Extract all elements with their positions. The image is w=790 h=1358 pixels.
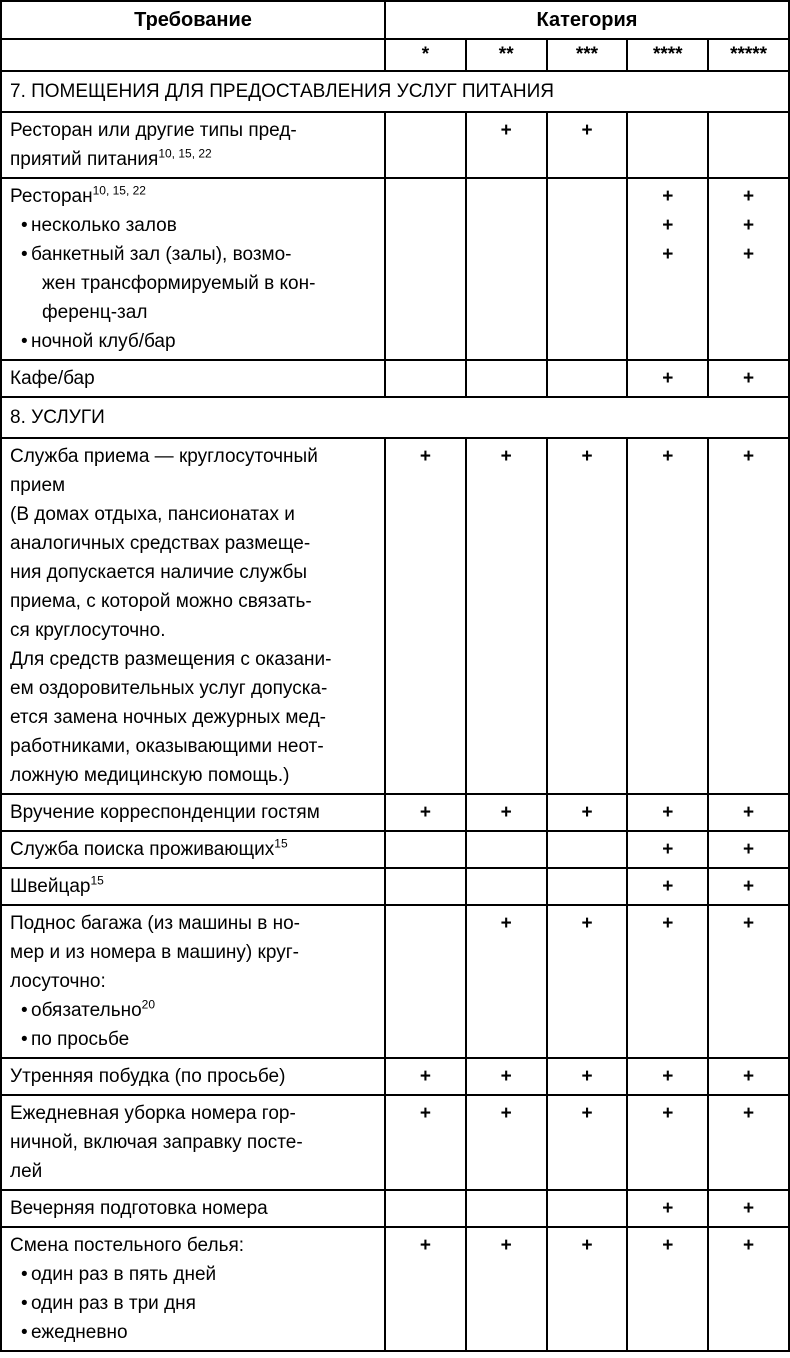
plus-mark-slot: + — [743, 1066, 755, 1087]
requirement-text: один раз в три дня — [31, 1293, 196, 1314]
requirement-text: несколько залов — [31, 215, 177, 236]
plus-mark-slot: + — [662, 876, 674, 897]
requirement-line — [10, 1231, 376, 1260]
requirement-line — [10, 182, 376, 211]
requirement-cell — [2, 832, 386, 867]
bullet-icon: • — [21, 215, 28, 236]
requirement-text: Для средств размещения с оказани- — [10, 649, 332, 670]
requirement-text: ночной клуб/бар — [31, 331, 176, 352]
table-header-row — [2, 2, 788, 40]
table-row — [2, 869, 788, 906]
plus-mark-slot: + — [419, 802, 431, 823]
table-row — [2, 1191, 788, 1228]
plus-mark-slot: + — [581, 120, 593, 141]
table-row — [2, 439, 788, 795]
requirement-text: ния допускается наличие службы — [10, 562, 308, 583]
requirement-text: Смена постельного белья: — [10, 1235, 245, 1256]
requirement-text: прием — [10, 475, 66, 496]
requirement-text: приятий питания — [10, 149, 159, 170]
requirement-text: Утренняя побудка (по просьбе) — [10, 1066, 286, 1087]
requirement-line — [10, 587, 376, 616]
category-mark-cell — [386, 795, 467, 830]
category-mark-cell — [628, 361, 709, 396]
bullet-list-line — [10, 1025, 376, 1054]
category-mark-cell — [628, 832, 709, 867]
bullet-list-line — [10, 240, 376, 269]
category-mark-cell — [386, 179, 467, 359]
requirement-text: обязательно — [31, 1000, 142, 1021]
plus-mark-slot: + — [662, 186, 674, 207]
plus-mark-slot: + — [662, 1103, 674, 1124]
requirement-cell — [2, 869, 386, 904]
requirement-text: Вручение корреспонденции гостям — [10, 802, 320, 823]
requirement-text: ется замена ночных дежурных мед- — [10, 707, 326, 728]
section-header-row — [2, 398, 788, 439]
plus-mark-slot: + — [581, 1066, 593, 1087]
empty-header-cell — [2, 40, 386, 70]
category-mark-cell — [548, 361, 629, 396]
requirement-text: работниками, оказывающими неот- — [10, 736, 324, 757]
category-mark-cell — [548, 1191, 629, 1226]
table-row — [2, 361, 788, 398]
footnote-reference: 10, 15, 22 — [92, 183, 146, 198]
plus-mark-slot: + — [662, 802, 674, 823]
category-mark-cell — [709, 1191, 788, 1226]
requirement-text: Кафе/бар — [10, 368, 95, 389]
category-mark-cell — [386, 869, 467, 904]
category-mark-cell — [467, 361, 548, 396]
requirement-text: ференц-зал — [42, 302, 148, 323]
table-row — [2, 795, 788, 832]
plus-mark-slot: + — [581, 1103, 593, 1124]
requirement-text: Швейцар — [10, 876, 91, 897]
category-mark-cell — [467, 906, 548, 1057]
requirement-text: ем оздоровительных услуг допуска- — [10, 678, 328, 699]
star-columns-header-row — [2, 40, 788, 72]
requirement-cell — [2, 1191, 386, 1226]
bullet-list-line — [10, 211, 376, 240]
plus-mark-slot: + — [743, 186, 755, 207]
requirement-line — [10, 145, 376, 174]
requirement-text: лей — [10, 1161, 43, 1182]
requirement-line — [10, 298, 376, 327]
bullet-icon: • — [21, 244, 28, 265]
requirement-line — [10, 1099, 376, 1128]
requirement-cell — [2, 1228, 386, 1350]
plus-mark-slot: + — [743, 1198, 755, 1219]
column-header-star-4: **** — [628, 40, 709, 70]
category-mark-cell — [628, 439, 709, 793]
requirement-line — [10, 872, 376, 901]
requirement-line — [10, 442, 376, 471]
category-mark-cell — [467, 1191, 548, 1226]
category-mark-cell — [709, 1096, 788, 1189]
plus-mark-slot: + — [581, 913, 593, 934]
column-header-star-5: ***** — [730, 44, 768, 65]
footnote-reference: 20 — [141, 997, 156, 1012]
category-mark-cell — [467, 1228, 548, 1350]
requirement-text: жен трансформируемый в кон- — [42, 273, 316, 294]
requirement-text: Ежедневная уборка номера гор- — [10, 1103, 296, 1124]
plus-mark-slot: + — [500, 1235, 512, 1256]
bullet-list-line — [10, 1318, 376, 1347]
plus-mark-slot: + — [662, 215, 674, 236]
category-mark-cell — [467, 113, 548, 177]
bullet-list-line — [10, 996, 376, 1025]
requirement-line — [10, 761, 376, 790]
section-title: 7. ПОМЕЩЕНИЯ ДЛЯ ПРЕДОСТАВЛЕНИЯ УСЛУГ ПИТАНИЯ — [10, 81, 554, 102]
plus-mark-slot: + — [581, 802, 593, 823]
requirement-line — [10, 703, 376, 732]
requirement-text: ся круглосуточно. — [10, 620, 166, 641]
plus-mark-slot: + — [500, 120, 512, 141]
column-header-star-3: *** — [548, 40, 629, 70]
category-mark-cell — [628, 1059, 709, 1094]
requirement-line — [10, 529, 376, 558]
section-title: 8. УСЛУГИ — [10, 407, 105, 428]
table-row — [2, 1059, 788, 1096]
plus-mark-slot: + — [500, 802, 512, 823]
plus-mark-slot: + — [500, 1103, 512, 1124]
category-mark-cell — [709, 439, 788, 793]
plus-mark-slot: + — [662, 1066, 674, 1087]
category-mark-cell — [386, 439, 467, 793]
category-mark-cell — [628, 1191, 709, 1226]
requirement-line — [10, 967, 376, 996]
bullet-icon: • — [21, 1293, 28, 1314]
requirement-line — [10, 471, 376, 500]
requirement-line — [10, 616, 376, 645]
plus-mark-slot: + — [662, 1235, 674, 1256]
requirement-cell — [2, 1059, 386, 1094]
table-row — [2, 832, 788, 869]
requirement-text: Ресторан — [10, 186, 93, 207]
category-mark-cell — [709, 832, 788, 867]
category-mark-cell — [548, 113, 629, 177]
requirement-cell — [2, 179, 386, 359]
bullet-icon: • — [21, 1264, 28, 1285]
requirement-text: приема, с которой можно связать- — [10, 591, 312, 612]
requirement-line — [10, 732, 376, 761]
requirement-line — [10, 1062, 376, 1091]
category-mark-cell — [709, 1228, 788, 1350]
category-mark-cell — [628, 113, 709, 177]
category-mark-cell — [709, 906, 788, 1057]
requirement-text: Поднос багажа (из машины в но- — [10, 913, 300, 934]
bullet-icon: • — [21, 1322, 28, 1343]
requirement-line — [10, 364, 376, 393]
category-mark-cell — [467, 795, 548, 830]
footnote-reference: 10, 15, 22 — [158, 146, 212, 161]
plus-mark-slot: + — [419, 1066, 431, 1087]
requirement-cell — [2, 1096, 386, 1189]
plus-mark-slot: + — [662, 368, 674, 389]
category-mark-cell — [709, 869, 788, 904]
category-mark-cell — [386, 361, 467, 396]
requirement-text: банкетный зал (залы), возмо- — [31, 244, 292, 265]
category-mark-cell — [628, 179, 709, 359]
category-mark-cell — [548, 1096, 629, 1189]
requirement-text: Служба поиска проживающих — [10, 839, 275, 860]
bullet-list-line — [10, 1289, 376, 1318]
requirement-text: ежедневно — [31, 1322, 128, 1343]
plus-mark-slot: + — [419, 1235, 431, 1256]
plus-mark-slot: + — [662, 913, 674, 934]
table-row — [2, 906, 788, 1059]
requirement-line — [10, 1128, 376, 1157]
category-mark-cell — [709, 795, 788, 830]
requirement-text: Вечерняя подготовка номера — [10, 1198, 268, 1219]
plus-mark-slot: + — [662, 446, 674, 467]
plus-mark-slot: + — [743, 368, 755, 389]
category-mark-cell — [548, 795, 629, 830]
requirement-text: Служба приема — круглосуточный — [10, 446, 318, 467]
plus-mark-slot: + — [743, 876, 755, 897]
requirement-line — [10, 938, 376, 967]
plus-mark-slot: + — [743, 215, 755, 236]
category-mark-cell — [548, 179, 629, 359]
category-mark-cell — [386, 1228, 467, 1350]
table-row — [2, 179, 788, 361]
table-row — [2, 113, 788, 179]
category-mark-cell — [548, 1059, 629, 1094]
requirement-line — [10, 1194, 376, 1223]
bullet-list-line — [10, 1260, 376, 1289]
category-mark-cell — [628, 906, 709, 1057]
requirement-line — [10, 645, 376, 674]
category-mark-cell — [467, 1059, 548, 1094]
category-mark-cell — [709, 361, 788, 396]
requirement-line — [10, 116, 376, 145]
requirement-cell — [2, 795, 386, 830]
plus-mark-slot: + — [419, 1103, 431, 1124]
plus-mark-slot: + — [743, 446, 755, 467]
category-mark-cell — [386, 906, 467, 1057]
plus-mark-slot: + — [500, 1066, 512, 1087]
requirement-text: аналогичных средствах размеще- — [10, 533, 311, 554]
category-mark-cell — [386, 1191, 467, 1226]
requirement-line — [10, 558, 376, 587]
category-mark-cell — [467, 439, 548, 793]
plus-mark-slot: + — [581, 446, 593, 467]
requirement-text: один раз в пять дней — [31, 1264, 217, 1285]
requirement-cell — [2, 906, 386, 1057]
plus-mark-slot: + — [743, 1235, 755, 1256]
table-row — [2, 1096, 788, 1191]
plus-mark-slot: + — [662, 839, 674, 860]
plus-mark-slot: + — [743, 913, 755, 934]
plus-mark-slot: + — [743, 1103, 755, 1124]
plus-mark-slot: + — [743, 839, 755, 860]
category-mark-cell — [709, 1059, 788, 1094]
plus-mark-slot: + — [743, 244, 755, 265]
category-mark-cell — [709, 113, 788, 177]
requirement-line — [10, 269, 376, 298]
column-header-star-2: ** — [467, 40, 548, 70]
plus-mark-slot: + — [500, 913, 512, 934]
requirement-line — [10, 909, 376, 938]
column-header-star-1: * — [386, 40, 467, 70]
table-body — [2, 72, 788, 1350]
category-mark-cell — [386, 113, 467, 177]
requirement-text: мер и из номера в машину) круг- — [10, 942, 299, 963]
category-mark-cell — [628, 1096, 709, 1189]
category-mark-cell — [548, 439, 629, 793]
requirement-text: по просьбе — [31, 1029, 130, 1050]
section-header-row — [2, 72, 788, 113]
bullet-list-line — [10, 327, 376, 356]
requirement-line — [10, 798, 376, 827]
plus-mark-slot: + — [662, 244, 674, 265]
requirement-text: Ресторан или другие типы пред- — [10, 120, 297, 141]
requirement-text: лосуточно: — [10, 971, 106, 992]
plus-mark-slot: + — [500, 446, 512, 467]
category-mark-cell — [467, 869, 548, 904]
requirement-cell — [2, 113, 386, 177]
bullet-icon: • — [21, 1000, 28, 1021]
plus-mark-slot: + — [662, 1198, 674, 1219]
requirement-line — [10, 835, 376, 864]
category-mark-cell — [467, 832, 548, 867]
requirement-text: ложную медицинскую помощь.) — [10, 765, 290, 786]
category-mark-cell — [709, 179, 788, 359]
category-mark-cell — [386, 1096, 467, 1189]
category-mark-cell — [467, 1096, 548, 1189]
table-row — [2, 1228, 788, 1350]
requirement-text: (В домах отдыха, пансионатах и — [10, 504, 295, 525]
column-header-requirement: Требование — [2, 2, 386, 38]
requirement-line — [10, 500, 376, 529]
category-mark-cell — [386, 1059, 467, 1094]
category-mark-cell — [548, 869, 629, 904]
requirement-line — [10, 1157, 376, 1186]
plus-mark-slot: + — [743, 802, 755, 823]
column-header-category: Категория — [536, 9, 638, 31]
category-mark-cell — [467, 179, 548, 359]
plus-mark-slot: + — [419, 446, 431, 467]
category-mark-cell — [548, 1228, 629, 1350]
bullet-icon: • — [21, 331, 28, 352]
plus-mark-slot: + — [581, 1235, 593, 1256]
category-mark-cell — [628, 795, 709, 830]
category-mark-cell — [628, 1228, 709, 1350]
requirement-line — [10, 674, 376, 703]
category-mark-cell — [628, 869, 709, 904]
footnote-reference: 15 — [90, 873, 104, 888]
requirement-cell — [2, 439, 386, 793]
category-mark-cell — [548, 832, 629, 867]
requirement-cell — [2, 361, 386, 396]
footnote-reference: 15 — [274, 836, 288, 851]
bullet-icon: • — [21, 1029, 28, 1050]
category-mark-cell — [548, 906, 629, 1057]
requirement-text: ничной, включая заправку посте- — [10, 1132, 303, 1153]
category-mark-cell — [386, 832, 467, 867]
